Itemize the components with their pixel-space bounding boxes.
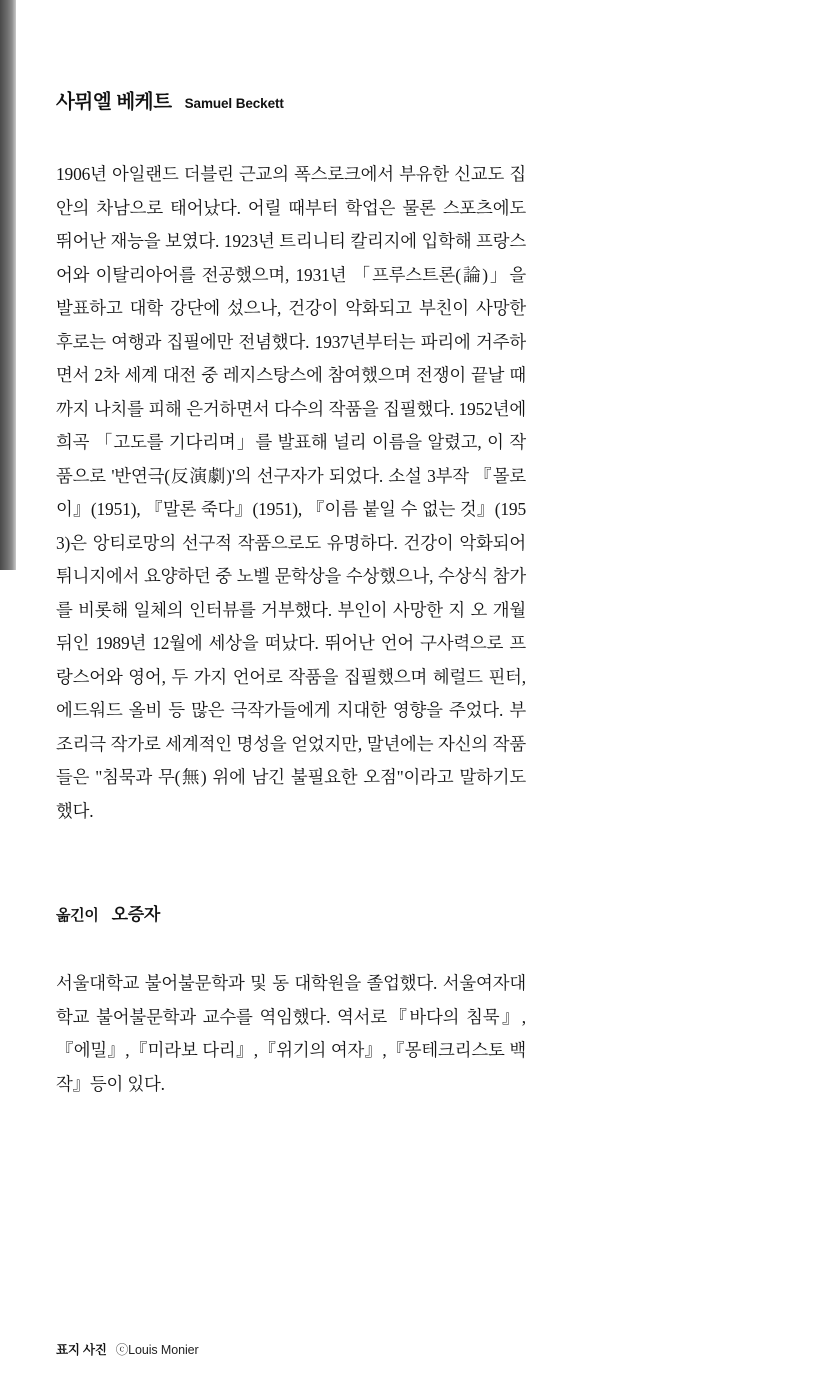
author-biography-paragraph: 1906년 아일랜드 더블린 근교의 폭스로크에서 부유한 신교도 집안의 차남으로 태어났다. 어릴 때부터 학업은 물론 스포츠에도 뛰어난 재능을 보였다. 1923년 트리니티 칼리지에 입학해 프랑스어와 이탈리아어를 전공했으며, 1931년 「프루스트론(論)」을 발표하고 대학 강단에 섰으나, 건강이 악화되고 부친이 사망한 후로는 여행과 집필에만 전념했다. 1937년부터는 파리에 거주하면서 2차 세계 대전 중 레지스탕스에 참여했으며 전쟁이 끝날 때까지 나치를 피해 은거하면서 다수의 작품을 집필했다. 1952년에 희곡 「고도를 기다리며」를 발표해 널리 이름을 알렸고, 이 작품으로 '반연극(反演劇)'의 선구자가 되었다. 소설 3부작 『몰로이』(1951), 『말론 죽다』(1951), 『이름 붙일 수 없는 것』(1953)은 앙티로망의 선구적 작품으로도 유명하다. 건강이 악화되어 튀니지에서 요양하던 중 노벨 문학상을 수상했으나, 수상식 참가를 비롯해 일체의 인터뷰를 거부했다. 부인이 사망한 지 오 개월 뒤인 1989년 12월에 세상을 떠났다. 뛰어난 언어 구사력으로 프랑스어와 영어, 두 가지 언어로 작품을 집필했으며 헤럴드 핀터, 에드워드 올비 등 많은 극작가들에게 지대한 영향을 주었다. 부조리극 작가로 세계적인 명성을 얻었지만, 말년에는 자신의 작품들은 "침묵과 무(無) 위에 남긴 불필요한 오점"이라고 말하기도 했다.	[56, 164, 526, 821]
translator-name: 오증자	[111, 905, 160, 924]
cover-photo-copyright: ⓒLouis Monier	[115, 1343, 199, 1357]
translator-biography-paragraph: 서울대학교 불어불문학과 및 동 대학원을 졸업했다. 서울여자대학교 불어불문학과 교수를 역임했다. 역서로『바다의 침묵』,『에밀』,『미라보 다리』,『위기의 여자』,『몽테크리스토 백작』등이 있다.	[56, 973, 526, 1094]
page-gutter-shadow	[0, 0, 16, 570]
author-name-korean: 사뮈엘 베케트	[56, 91, 172, 113]
translator-heading	[56, 900, 526, 925]
cover-photo-credit	[56, 1340, 199, 1358]
cover-photo-label: 표지 사진	[56, 1343, 107, 1357]
translator-label: 옮긴이	[56, 907, 99, 924]
page-content	[56, 86, 526, 1101]
author-name-english: Samuel Beckett	[184, 96, 284, 111]
author-heading	[56, 86, 526, 114]
